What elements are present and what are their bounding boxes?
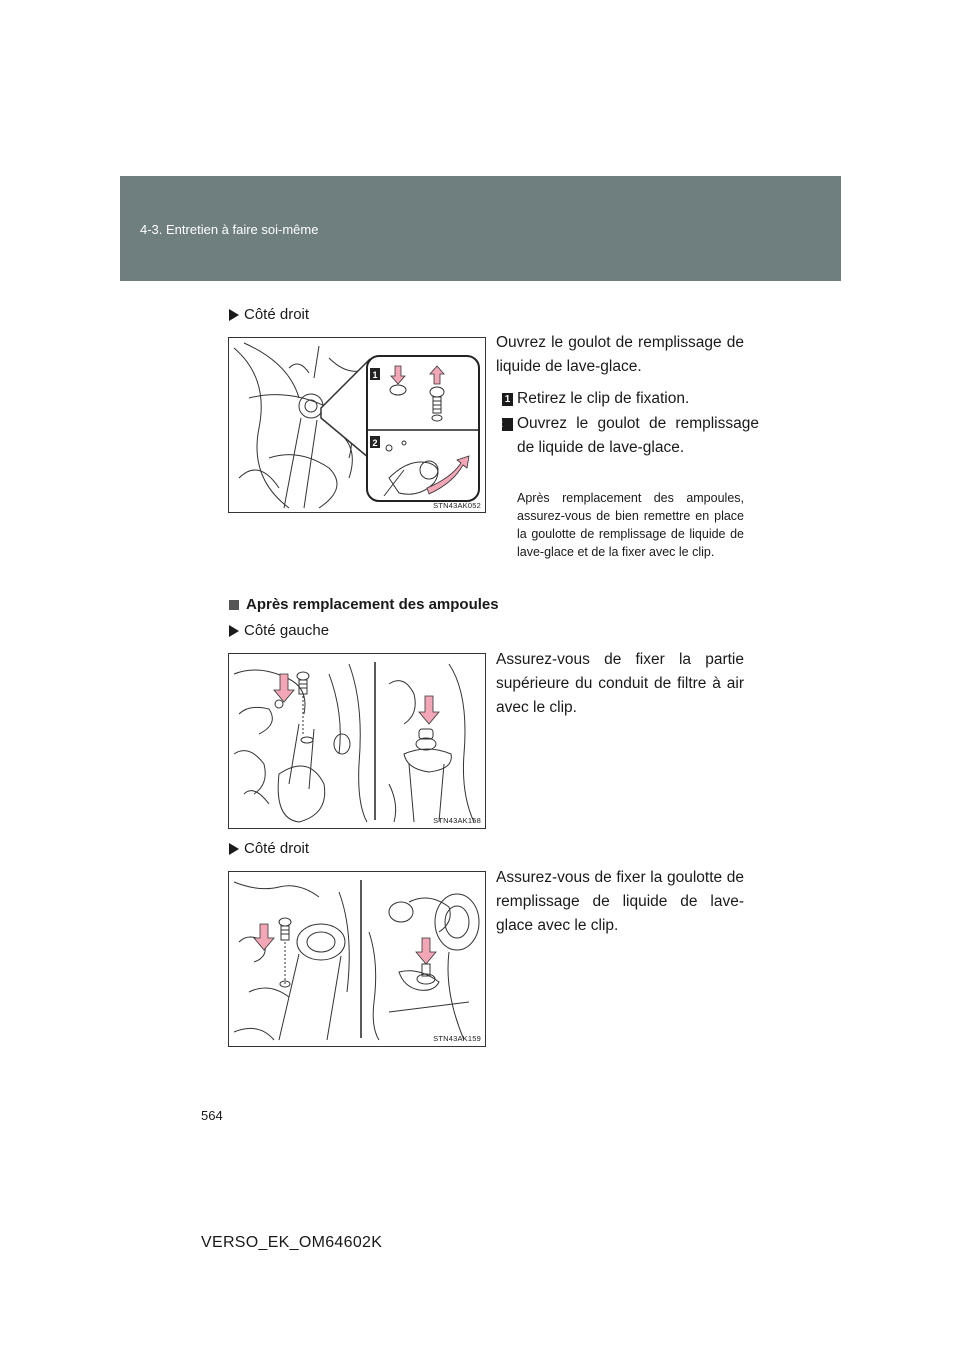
step-number-badge: 1 (502, 393, 513, 406)
heading-label: Après remplacement des ampoules (246, 596, 499, 613)
note-text: Après remplacement des ampoules, assurez-vous de bien remettre en place la goulotte de remplissage de liquide de lave-glace et de la fixer avec le clip. (517, 491, 744, 559)
subheading-left-side (229, 622, 329, 639)
down-arrow-icon (274, 674, 294, 702)
down-arrow-icon (254, 924, 274, 950)
figure-washer-filler-open (228, 337, 486, 513)
svg-text:1: 1 (372, 370, 378, 380)
instruction-text: Ouvrez le goulot de remplissage de liquide de lave-glace. (496, 334, 744, 375)
figure-right-side-clip (228, 871, 486, 1047)
subheading-right-side (229, 306, 309, 323)
subheading-right-side (229, 840, 309, 857)
washer-filler-illustration (229, 872, 485, 1046)
document-code: VERSO_EK_OM64602K (201, 1234, 383, 1251)
air-filter-duct-illustration (229, 654, 485, 828)
subheading-label: Côté droit (244, 840, 310, 857)
instruction-text: Assurez-vous de fixer la partie supérieure du conduit de filtre à air avec le clip. (496, 651, 744, 716)
svg-text:2: 2 (372, 438, 378, 448)
triangle-bullet-icon (229, 843, 239, 855)
figure-code: STN43AK158 (433, 816, 481, 825)
triangle-bullet-icon (229, 309, 239, 321)
step-text: Ouvrez le goulot de remplissage de liquide de lave-glace. (517, 415, 759, 456)
step-1 (502, 387, 744, 411)
square-bullet-icon (229, 600, 239, 610)
down-arrow-icon (419, 696, 439, 724)
figure-left-side-clip (228, 653, 486, 829)
figure-code: STN43AK159 (433, 1034, 481, 1043)
step-2 (497, 412, 759, 460)
section-heading (229, 596, 499, 613)
step-text: Retirez le clip de fixation. (517, 390, 690, 407)
step-number-badge: 2 (502, 418, 513, 431)
page-number: 564 (201, 1108, 223, 1123)
section-title: 4-3. Entretien à faire soi-même (140, 222, 319, 237)
figure-code: STN43AK052 (433, 501, 481, 510)
section-header (120, 176, 841, 281)
triangle-bullet-icon (229, 625, 239, 637)
down-arrow-icon (416, 938, 436, 964)
instruction-text: Assurez-vous de fixer la goulotte de remplissage de liquide de lave-glace avec le clip. (496, 869, 744, 934)
subheading-label: Côté gauche (244, 622, 330, 639)
subheading-label: Côté droit (244, 306, 310, 323)
engine-bay-illustration (229, 338, 485, 512)
